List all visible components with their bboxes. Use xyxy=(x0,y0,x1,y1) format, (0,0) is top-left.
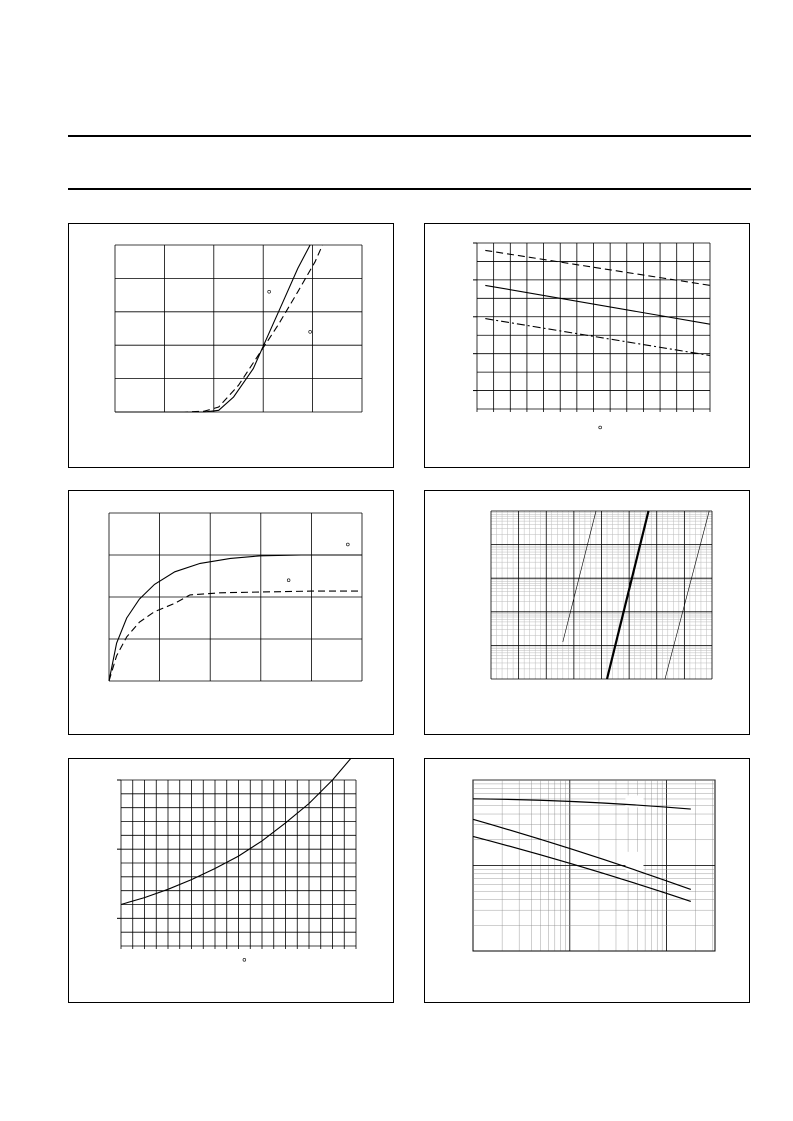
chart-3 xyxy=(69,491,395,736)
chart-panel-5 xyxy=(68,758,394,1003)
chart-5 xyxy=(69,759,395,1004)
label-marker xyxy=(599,426,602,429)
chart-panel-3 xyxy=(68,490,394,735)
chart-panel-6 xyxy=(424,758,750,1003)
chart-6 xyxy=(425,759,751,1004)
series-line-2 xyxy=(109,591,362,681)
label-marker xyxy=(346,543,349,546)
series-line-2 xyxy=(485,285,710,324)
label-marker xyxy=(287,579,290,582)
chart-panel-2 xyxy=(424,223,750,468)
chart-4 xyxy=(425,491,751,736)
chart-1 xyxy=(69,224,395,469)
series-line-3 xyxy=(665,511,709,679)
series-line-2 xyxy=(115,245,323,412)
label-marker xyxy=(309,330,312,333)
label-marker xyxy=(243,958,246,961)
series-line-2 xyxy=(607,511,649,679)
series-line-1 xyxy=(109,555,362,681)
chart-panel-1 xyxy=(68,223,394,468)
chart-panel-4 xyxy=(424,490,750,735)
chart-2 xyxy=(425,224,751,469)
series-line-1 xyxy=(473,799,691,809)
label-marker xyxy=(268,290,271,293)
series-line-1 xyxy=(115,245,310,412)
header-top-rule xyxy=(68,135,751,137)
label-gap xyxy=(625,852,643,872)
series-line-3 xyxy=(473,836,691,901)
series-line-3 xyxy=(485,319,710,356)
header-bottom-rule xyxy=(68,188,751,190)
